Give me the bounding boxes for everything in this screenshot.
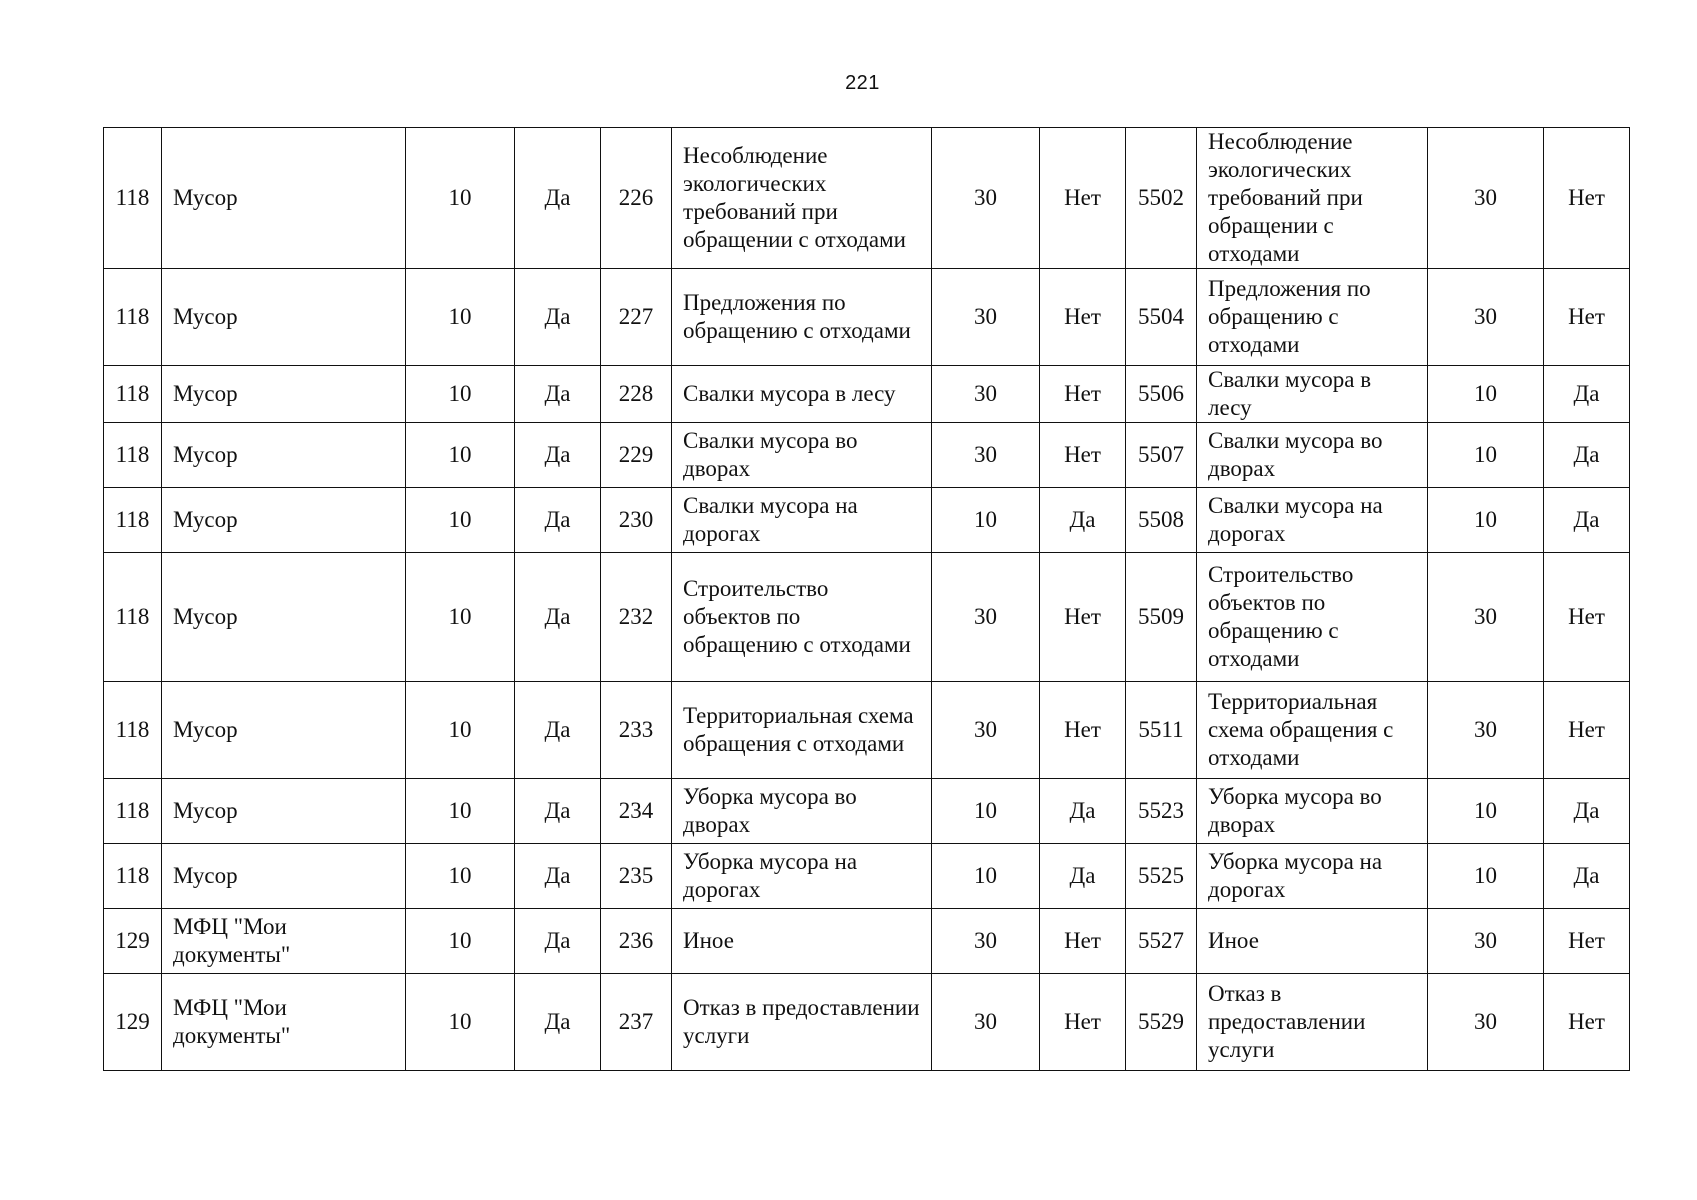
table-row [104, 844, 1630, 909]
topic-flag-cell: Нет [1040, 366, 1126, 423]
group-code-cell: 118 [104, 128, 162, 269]
page-number: 221 [845, 72, 880, 94]
topic-flag-cell: Нет [1040, 423, 1126, 488]
group-flag-cell: Да [515, 488, 601, 553]
topic-period-cell: 30 [932, 269, 1040, 366]
subtopic-name-cell: Предложения по обращению с отходами [1197, 269, 1428, 366]
group-flag-cell: Да [515, 553, 601, 682]
group-flag-cell: Да [515, 128, 601, 269]
subtopic-name-cell: Уборка мусора на дорогах [1197, 844, 1428, 909]
group-code-cell: 118 [104, 553, 162, 682]
group-flag-cell: Да [515, 974, 601, 1071]
group-name-cell: Мусор [162, 844, 406, 909]
table-row [104, 553, 1630, 682]
subtopic-period-cell: 30 [1428, 682, 1544, 779]
topic-code-cell: 233 [601, 682, 672, 779]
group-period-cell: 10 [406, 974, 515, 1071]
subtopic-code-cell: 5511 [1126, 682, 1197, 779]
group-code-cell: 129 [104, 974, 162, 1071]
subtopic-name-cell: Свалки мусора во дворах [1197, 423, 1428, 488]
topic-name-cell: Территориальная схема обращения с отходами [672, 682, 932, 779]
group-name-cell: Мусор [162, 488, 406, 553]
table-row [104, 423, 1630, 488]
group-name-cell: Мусор [162, 128, 406, 269]
subtopic-period-cell: 10 [1428, 844, 1544, 909]
subtopic-name-cell: Отказ в предоставлении услуги [1197, 974, 1428, 1071]
topic-name-cell: Уборка мусора на дорогах [672, 844, 932, 909]
group-flag-cell: Да [515, 682, 601, 779]
subtopic-code-cell: 5502 [1126, 128, 1197, 269]
topic-period-cell: 10 [932, 844, 1040, 909]
group-code-cell: 118 [104, 269, 162, 366]
topic-code-cell: 230 [601, 488, 672, 553]
subtopic-name-cell: Свалки мусора в лесу [1197, 366, 1428, 423]
topic-flag-cell: Нет [1040, 682, 1126, 779]
group-flag-cell: Да [515, 779, 601, 844]
table-row [104, 269, 1630, 366]
group-flag-cell: Да [515, 269, 601, 366]
subtopic-period-cell: 30 [1428, 269, 1544, 366]
group-name-cell: Мусор [162, 269, 406, 366]
topic-flag-cell: Нет [1040, 909, 1126, 974]
topic-code-cell: 234 [601, 779, 672, 844]
group-period-cell: 10 [406, 779, 515, 844]
topic-code-cell: 226 [601, 128, 672, 269]
data-table [103, 127, 1630, 1071]
group-name-cell: Мусор [162, 682, 406, 779]
topic-code-cell: 227 [601, 269, 672, 366]
group-flag-cell: Да [515, 909, 601, 974]
group-period-cell: 10 [406, 488, 515, 553]
group-flag-cell: Да [515, 366, 601, 423]
subtopic-flag-cell: Да [1544, 844, 1630, 909]
group-name-cell: Мусор [162, 366, 406, 423]
subtopic-code-cell: 5523 [1126, 779, 1197, 844]
subtopic-period-cell: 30 [1428, 553, 1544, 682]
subtopic-flag-cell: Да [1544, 779, 1630, 844]
subtopic-flag-cell: Нет [1544, 974, 1630, 1071]
topic-flag-cell: Нет [1040, 269, 1126, 366]
topic-code-cell: 236 [601, 909, 672, 974]
topic-flag-cell: Нет [1040, 974, 1126, 1071]
group-name-cell: МФЦ "Мои документы" [162, 909, 406, 974]
group-flag-cell: Да [515, 844, 601, 909]
group-period-cell: 10 [406, 682, 515, 779]
subtopic-flag-cell: Нет [1544, 269, 1630, 366]
subtopic-name-cell: Территориальная схема обращения с отходами [1197, 682, 1428, 779]
subtopic-flag-cell: Да [1544, 423, 1630, 488]
topic-period-cell: 30 [932, 366, 1040, 423]
subtopic-code-cell: 5529 [1126, 974, 1197, 1071]
topic-period-cell: 30 [932, 682, 1040, 779]
group-period-cell: 10 [406, 366, 515, 423]
subtopic-code-cell: 5525 [1126, 844, 1197, 909]
topic-period-cell: 10 [932, 779, 1040, 844]
topic-flag-cell: Да [1040, 844, 1126, 909]
topic-code-cell: 228 [601, 366, 672, 423]
subtopic-name-cell: Уборка мусора во дворах [1197, 779, 1428, 844]
subtopic-flag-cell: Нет [1544, 909, 1630, 974]
table-row [104, 974, 1630, 1071]
group-period-cell: 10 [406, 909, 515, 974]
subtopic-code-cell: 5504 [1126, 269, 1197, 366]
subtopic-flag-cell: Да [1544, 488, 1630, 553]
subtopic-period-cell: 30 [1428, 909, 1544, 974]
subtopic-flag-cell: Нет [1544, 553, 1630, 682]
topic-name-cell: Строительство объектов по обращению с отходами [672, 553, 932, 682]
topic-code-cell: 237 [601, 974, 672, 1071]
topic-flag-cell: Нет [1040, 553, 1126, 682]
table-row [104, 366, 1630, 423]
group-code-cell: 118 [104, 779, 162, 844]
topic-period-cell: 30 [932, 128, 1040, 269]
topic-code-cell: 229 [601, 423, 672, 488]
subtopic-period-cell: 10 [1428, 779, 1544, 844]
subtopic-name-cell: Иное [1197, 909, 1428, 974]
subtopic-period-cell: 10 [1428, 488, 1544, 553]
subtopic-period-cell: 10 [1428, 423, 1544, 488]
topic-period-cell: 30 [932, 553, 1040, 682]
group-name-cell: Мусор [162, 423, 406, 488]
subtopic-name-cell: Строительство объектов по обращению с отходами [1197, 553, 1428, 682]
topic-period-cell: 10 [932, 488, 1040, 553]
subtopic-period-cell: 30 [1428, 974, 1544, 1071]
group-period-cell: 10 [406, 844, 515, 909]
group-period-cell: 10 [406, 553, 515, 682]
group-code-cell: 118 [104, 682, 162, 779]
group-period-cell: 10 [406, 269, 515, 366]
topic-name-cell: Предложения по обращению с отходами [672, 269, 932, 366]
table-row [104, 682, 1630, 779]
subtopic-code-cell: 5506 [1126, 366, 1197, 423]
group-name-cell: МФЦ "Мои документы" [162, 974, 406, 1071]
group-code-cell: 118 [104, 488, 162, 553]
subtopic-code-cell: 5527 [1126, 909, 1197, 974]
topic-name-cell: Иное [672, 909, 932, 974]
subtopic-code-cell: 5508 [1126, 488, 1197, 553]
topic-period-cell: 30 [932, 974, 1040, 1071]
topic-flag-cell: Да [1040, 488, 1126, 553]
subtopic-period-cell: 10 [1428, 366, 1544, 423]
table-row [104, 488, 1630, 553]
group-code-cell: 129 [104, 909, 162, 974]
topic-period-cell: 30 [932, 909, 1040, 974]
group-period-cell: 10 [406, 128, 515, 269]
table-row [104, 128, 1630, 269]
subtopic-flag-cell: Нет [1544, 682, 1630, 779]
group-code-cell: 118 [104, 844, 162, 909]
subtopic-name-cell: Несоблюдение экологических требований при обращении с отходами [1197, 128, 1428, 269]
group-code-cell: 118 [104, 366, 162, 423]
topic-flag-cell: Да [1040, 779, 1126, 844]
topic-flag-cell: Нет [1040, 128, 1126, 269]
subtopic-flag-cell: Да [1544, 366, 1630, 423]
topic-name-cell: Свалки мусора на дорогах [672, 488, 932, 553]
table-row [104, 909, 1630, 974]
group-period-cell: 10 [406, 423, 515, 488]
group-name-cell: Мусор [162, 779, 406, 844]
subtopic-flag-cell: Нет [1544, 128, 1630, 269]
topic-name-cell: Свалки мусора в лесу [672, 366, 932, 423]
group-code-cell: 118 [104, 423, 162, 488]
topic-code-cell: 235 [601, 844, 672, 909]
topic-name-cell: Свалки мусора во дворах [672, 423, 932, 488]
topic-name-cell: Несоблюдение экологических требований при обращении с отходами [672, 128, 932, 269]
topic-name-cell: Уборка мусора во дворах [672, 779, 932, 844]
subtopic-code-cell: 5507 [1126, 423, 1197, 488]
topic-period-cell: 30 [932, 423, 1040, 488]
subtopic-period-cell: 30 [1428, 128, 1544, 269]
topic-name-cell: Отказ в предоставлении услуги [672, 974, 932, 1071]
group-flag-cell: Да [515, 423, 601, 488]
subtopic-code-cell: 5509 [1126, 553, 1197, 682]
table-row [104, 779, 1630, 844]
topic-code-cell: 232 [601, 553, 672, 682]
group-name-cell: Мусор [162, 553, 406, 682]
subtopic-name-cell: Свалки мусора на дорогах [1197, 488, 1428, 553]
